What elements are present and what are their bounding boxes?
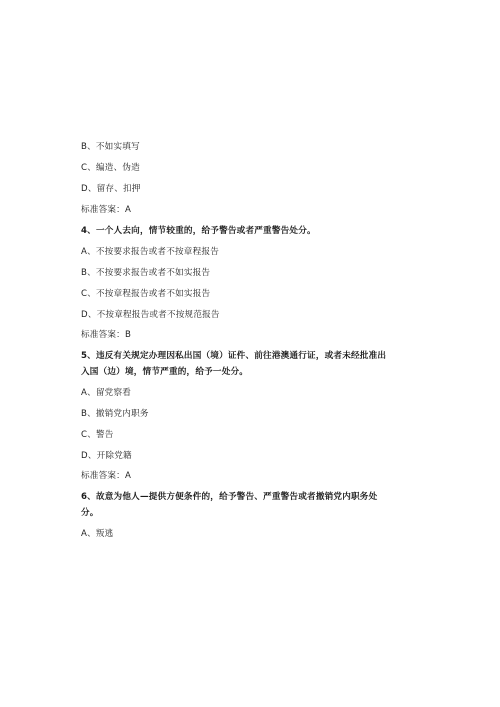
question-line: 入国（边）境，情节严重的，给予一处分。 [81, 367, 249, 377]
option-line: B、不按要求报告或者不如实报告 [81, 268, 211, 278]
option-line: B、撤销党内职务 [81, 409, 149, 419]
option-line: C、编造、伪造 [81, 163, 140, 173]
option-line: C、不按章程报告或者不如实报告 [81, 289, 211, 299]
answer-line: 标准答案：B [81, 330, 132, 340]
question-line: 4、一个人去向，情节较重的，给予警告或者严重警告处分。 [81, 226, 316, 236]
option-line: A、留党察看 [81, 388, 132, 398]
option-line: D、开除党籍 [81, 451, 132, 461]
answer-line: 标准答案：A [81, 471, 132, 481]
answer-line: 标准答案：A [81, 205, 132, 215]
option-line: A、不按要求报告或者不按章程报告 [81, 247, 219, 257]
option-line: B、不如实填写 [81, 142, 140, 152]
question-line: 6、故意为他人—提供方便条件的，给予警告、严重警告或者撤销党内职务处 [81, 492, 378, 502]
option-line: C、警告 [81, 430, 114, 440]
question-line: 5、违反有关规定办理因私出国（境）证件、前往港澳通行证，或者未经批准出 [81, 351, 387, 361]
question-line: 分。 [81, 508, 99, 518]
option-line: A、叛逃 [81, 529, 114, 539]
option-line: D、不按章程报告或者不按规范报告 [81, 310, 220, 320]
option-line: D、留存、扣押 [81, 184, 141, 194]
